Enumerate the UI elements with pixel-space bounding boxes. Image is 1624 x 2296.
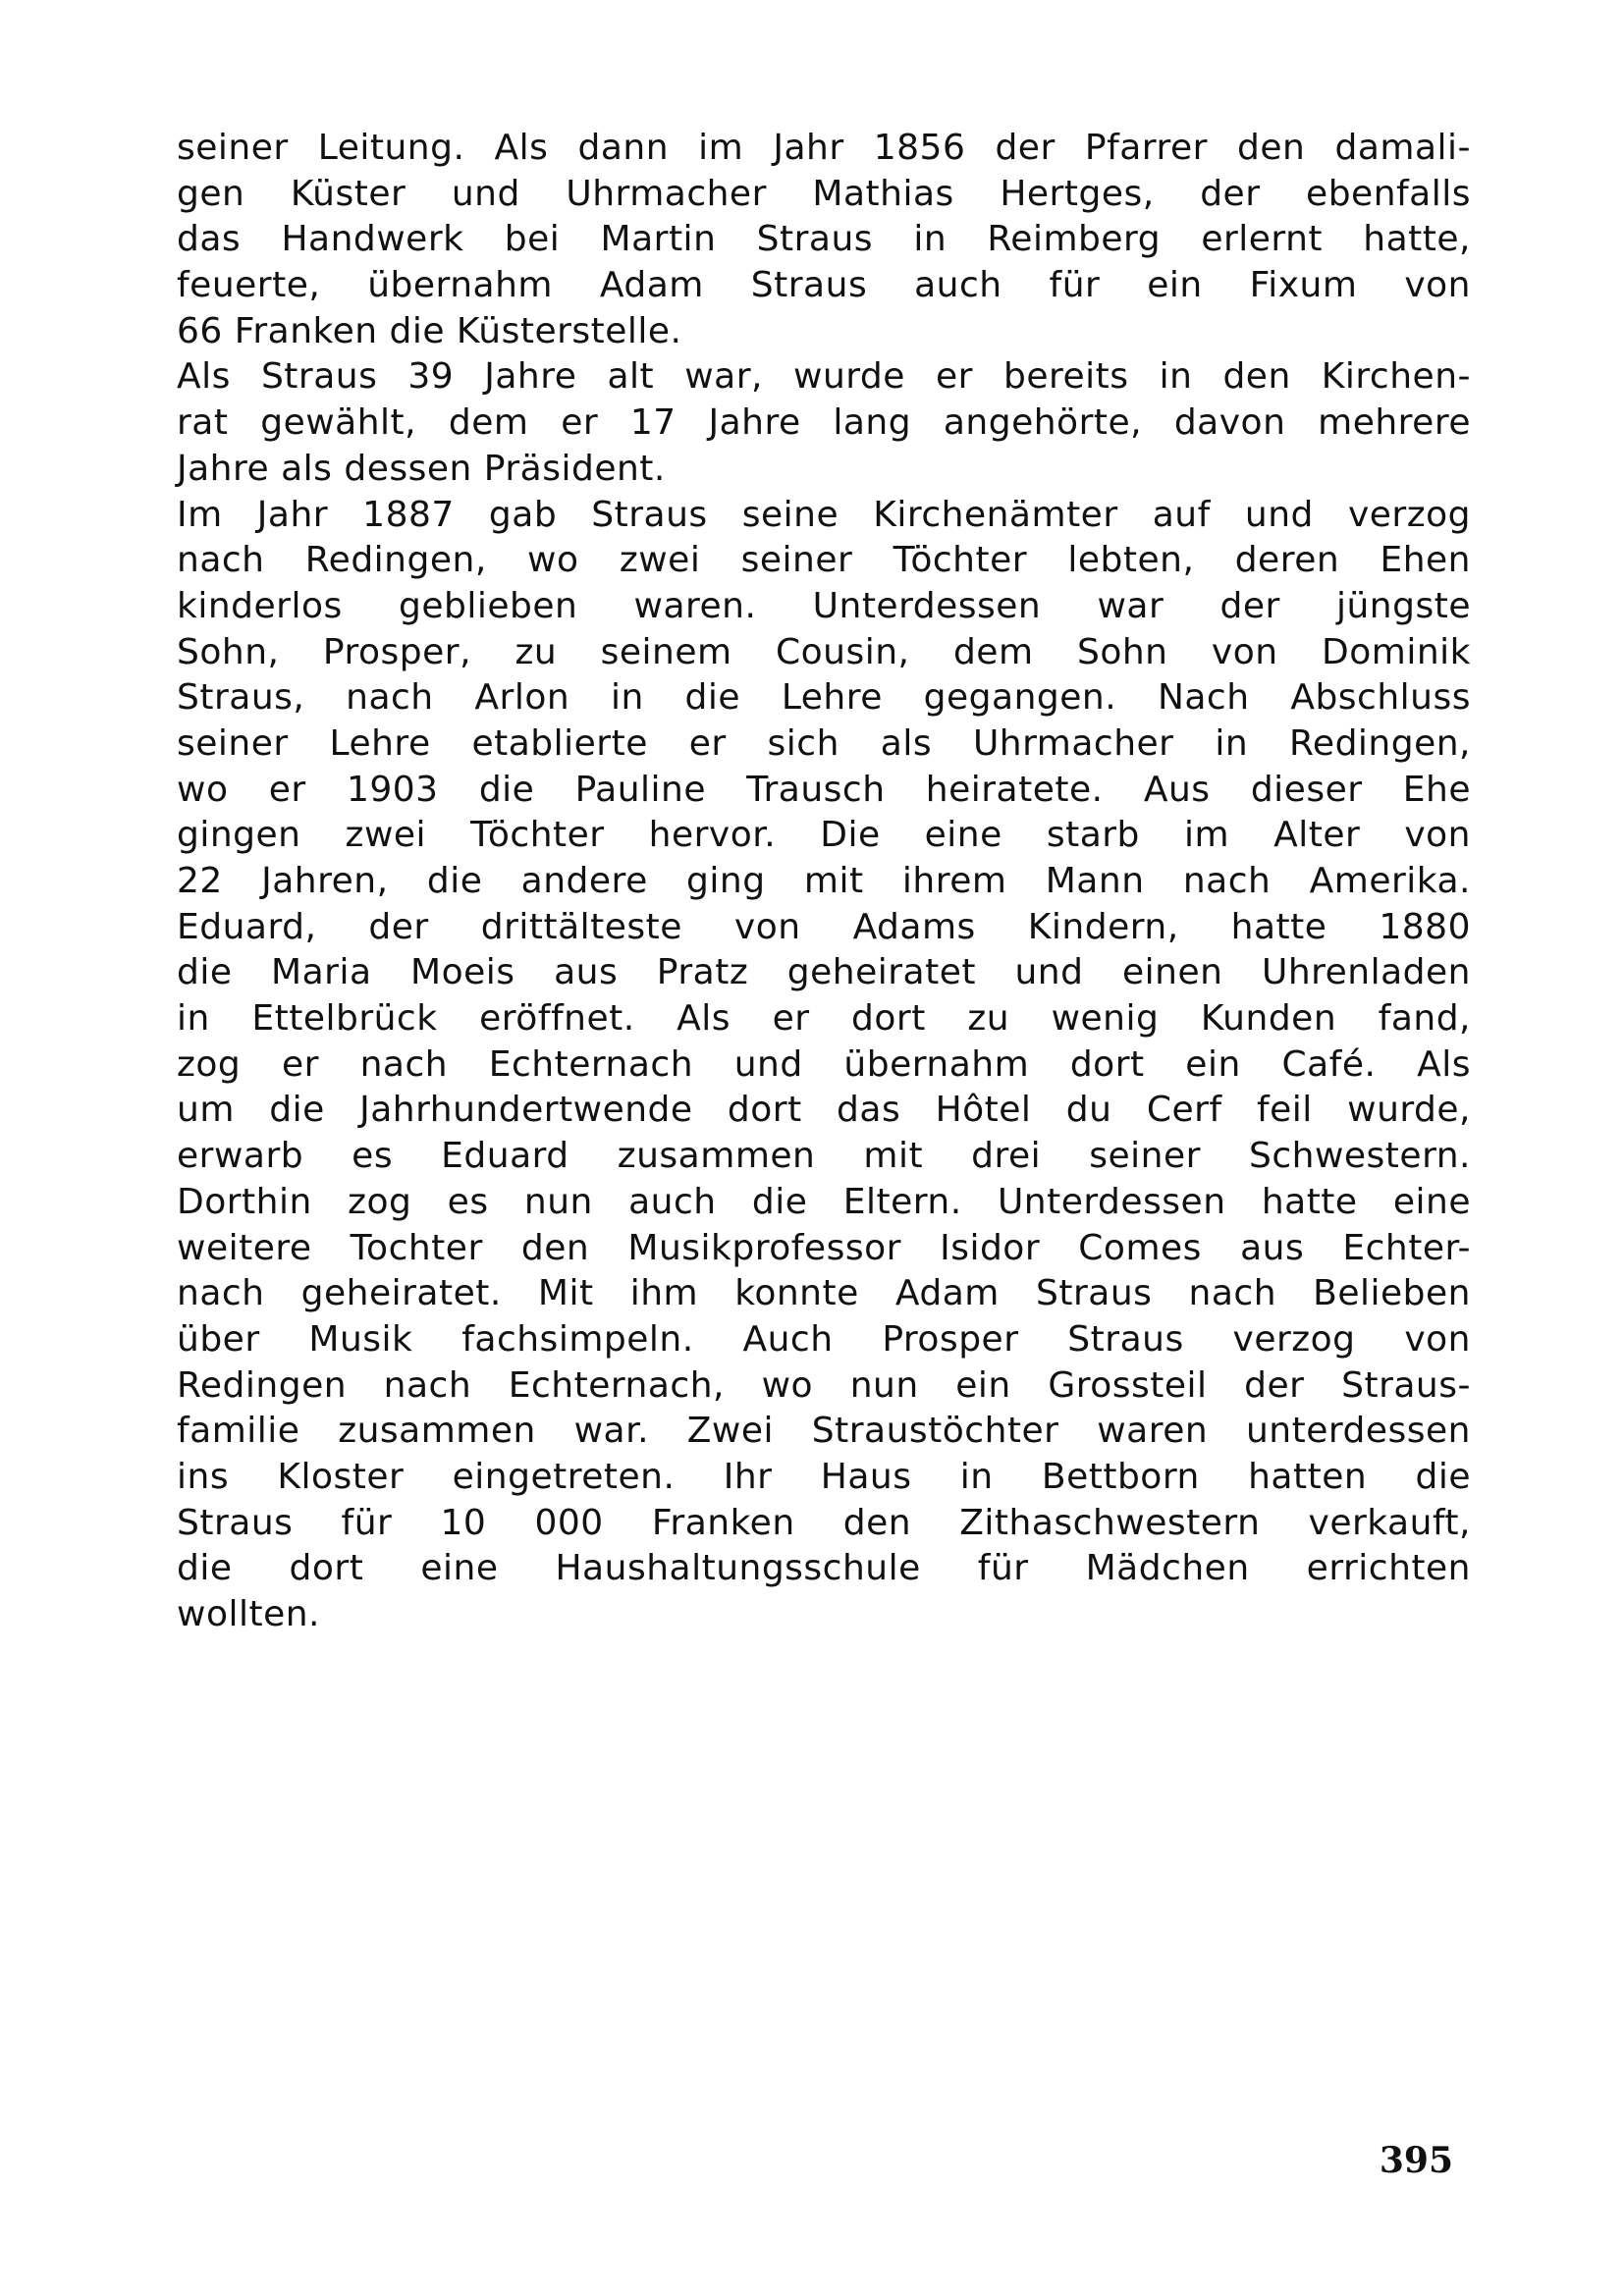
text-line: die dort eine Haushaltungsschule für Mädchen errichten	[177, 1548, 1471, 1589]
text-line: Straus, nach Arlon in die Lehre gegangen. Nach Abschluss	[177, 677, 1471, 719]
text-line: 66 Franken die Küsterstelle.	[177, 310, 682, 351]
text-line: weitere Tochter den Musikprofessor Isidor Comes aus Echter-	[177, 1227, 1471, 1268]
text-line: nach geheiratet. Mit ihm konnte Adam Straus nach Belieben	[177, 1273, 1471, 1314]
text-line: zog er nach Echternach und übernahm dort ein Café. Als	[177, 1043, 1471, 1085]
text-line: Als Straus 39 Jahre alt war, wurde er bereits in den Kirchen-	[177, 356, 1471, 398]
text-line: ins Kloster eingetreten. Ihr Haus in Bettborn hatten die	[177, 1456, 1471, 1497]
text-line: wo er 1903 die Pauline Trausch heiratete. Aus dieser Ehe	[177, 769, 1471, 810]
text-line: feuerte, übernahm Adam Straus auch für ein Fixum von	[177, 265, 1471, 306]
text-line: Eduard, der drittälteste von Adams Kindern, hatte 1880	[177, 906, 1471, 947]
text-line: seiner Leitung. Als dann im Jahr 1856 der Pfarrer den damali-	[177, 128, 1471, 168]
text-line: das Handwerk bei Martin Straus in Reimberg erlernt hatte,	[177, 219, 1471, 260]
text-line: familie zusammen war. Zwei Straustöchter waren unterdessen	[177, 1411, 1471, 1452]
text-line: Dorthin zog es nun auch die Eltern. Unterdessen hatte eine	[177, 1181, 1471, 1222]
text-line: gingen zwei Töchter hervor. Die eine starb im Alter von	[177, 815, 1471, 856]
text-line: 22 Jahren, die andere ging mit ihrem Mann nach Amerika.	[177, 861, 1471, 901]
text-line: gen Küster und Uhrmacher Mathias Hertges, der ebenfalls	[177, 173, 1471, 214]
text-line: die Maria Moeis aus Pratz geheiratet und einen Uhrenladen	[177, 952, 1471, 993]
text-line: Jahre als dessen Präsident.	[177, 448, 666, 489]
text-line: wollten.	[177, 1594, 320, 1634]
text-line: Im Jahr 1887 gab Straus seine Kirchenämter auf und verzog	[177, 494, 1471, 535]
text-line: um die Jahrhundertwende dort das Hôtel du Cerf feil wurde,	[177, 1090, 1471, 1131]
text-line: Straus für 10 000 Franken den Zithaschwestern verkauft,	[177, 1502, 1471, 1543]
text-line: rat gewählt, dem er 17 Jahre lang angehörte, davon mehrere	[177, 402, 1471, 444]
page-number: 395	[1379, 2140, 1453, 2181]
text-line: nach Redingen, wo zwei seiner Töchter lebten, deren Ehen	[177, 540, 1471, 581]
text-line: in Ettelbrück eröffnet. Als er dort zu wenig Kunden fand,	[177, 998, 1471, 1040]
text-line: über Musik fachsimpeln. Auch Prosper Straus verzog von	[177, 1318, 1471, 1360]
text-line: Sohn, Prosper, zu seinem Cousin, dem Sohn von Dominik	[177, 631, 1471, 672]
body-text	[177, 126, 1471, 1638]
text-line: seiner Lehre etablierte er sich als Uhrmacher in Redingen,	[177, 722, 1471, 764]
text-line: kinderlos geblieben waren. Unterdessen war der jüngste	[177, 585, 1471, 626]
text-line: Redingen nach Echternach, wo nun ein Grossteil der Straus-	[177, 1364, 1471, 1406]
text-line: erwarb es Eduard zusammen mit drei seiner Schwestern.	[177, 1136, 1471, 1177]
